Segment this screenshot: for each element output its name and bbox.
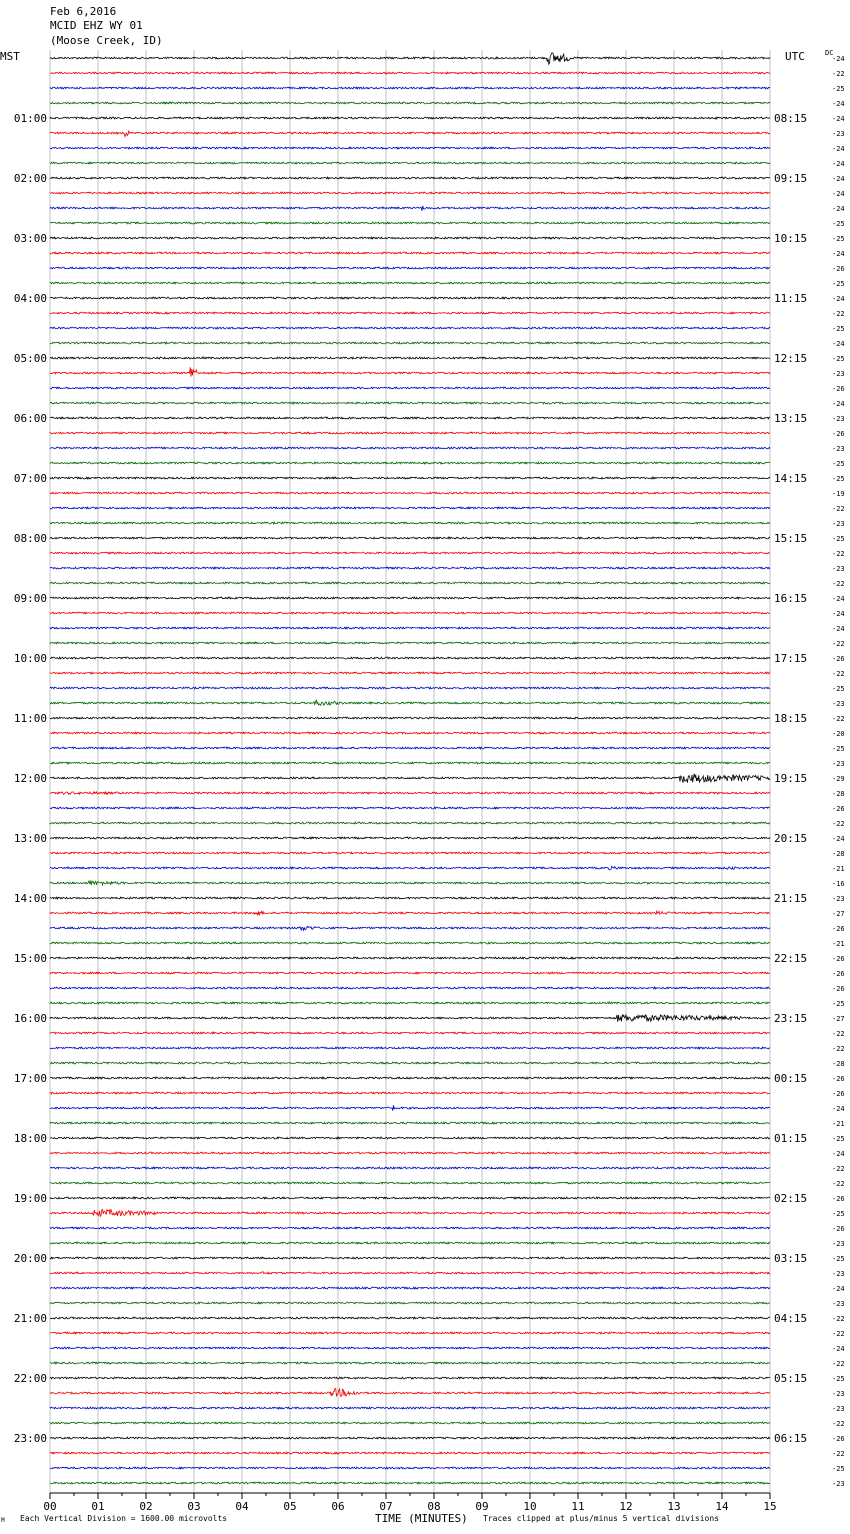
dc-offset-label: -24 bbox=[832, 250, 845, 258]
dc-offset-label: -26 bbox=[832, 970, 845, 978]
trace-row-12 bbox=[50, 237, 770, 239]
trace-row-40 bbox=[50, 657, 770, 659]
trace-row-44 bbox=[50, 717, 770, 719]
trace-row-36 bbox=[50, 597, 770, 599]
trace-row-51 bbox=[50, 822, 770, 824]
trace-row-0 bbox=[50, 53, 770, 64]
dc-offset-label: -24 bbox=[832, 205, 845, 213]
dc-offset-label: -26 bbox=[832, 265, 845, 273]
dc-offset-label: -24 bbox=[832, 1345, 845, 1353]
dc-offset-label: -27 bbox=[832, 1015, 845, 1023]
right-timezone-label: UTC bbox=[785, 50, 805, 63]
dc-offset-label: -28 bbox=[832, 790, 845, 798]
dc-offset-label: -28 bbox=[832, 850, 845, 858]
trace-row-55 bbox=[50, 881, 770, 885]
left-timezone-label: MST bbox=[0, 50, 20, 63]
trace-row-60 bbox=[50, 957, 770, 959]
dc-offset-label: -23 bbox=[832, 1390, 845, 1398]
trace-row-7 bbox=[50, 162, 770, 164]
trace-row-74 bbox=[50, 1167, 770, 1169]
dc-offset-label: -22 bbox=[832, 1180, 845, 1188]
right-hour-label: 18:15 bbox=[774, 712, 808, 725]
dc-offset-label: -25 bbox=[832, 355, 845, 363]
trace-row-45 bbox=[50, 732, 770, 734]
trace-row-85 bbox=[50, 1332, 770, 1334]
dc-offset-label: -25 bbox=[832, 685, 845, 693]
trace-row-3 bbox=[50, 102, 770, 104]
dc-offset-label: -21 bbox=[832, 865, 845, 873]
trace-row-10 bbox=[50, 206, 770, 211]
trace-row-15 bbox=[50, 282, 770, 284]
trace-row-57 bbox=[50, 911, 770, 915]
dc-offset-label: -26 bbox=[832, 430, 845, 438]
dc-offset-label: -22 bbox=[832, 640, 845, 648]
x-tick-label: 09 bbox=[475, 1500, 489, 1513]
trace-row-86 bbox=[50, 1347, 770, 1349]
left-hour-label: 05:00 bbox=[13, 352, 47, 365]
dc-offset-label: -23 bbox=[832, 130, 845, 138]
x-axis-label: TIME (MINUTES) bbox=[375, 1512, 468, 1525]
dc-offset-label: -24 bbox=[832, 625, 845, 633]
dc-offset-label: -23 bbox=[832, 1270, 845, 1278]
dc-offset-label: -25 bbox=[832, 235, 845, 243]
dc-offset-label: -25 bbox=[832, 1255, 845, 1263]
x-tick-label: 00 bbox=[43, 1500, 57, 1513]
left-hour-label: 14:00 bbox=[13, 892, 47, 905]
dc-offset-label: -26 bbox=[832, 925, 845, 933]
trace-row-76 bbox=[50, 1197, 770, 1199]
trace-row-19 bbox=[50, 342, 770, 344]
x-tick-label: 14 bbox=[715, 1500, 729, 1513]
x-tick-label: 10 bbox=[523, 1500, 537, 1513]
trace-row-41 bbox=[50, 672, 770, 674]
dc-offset-label: -24 bbox=[832, 340, 845, 348]
dc-offset-label: -22 bbox=[832, 580, 845, 588]
left-hour-label: 09:00 bbox=[13, 592, 47, 605]
x-tick-label: 13 bbox=[667, 1500, 681, 1513]
trace-row-6 bbox=[50, 147, 770, 149]
right-hour-label: 15:15 bbox=[774, 532, 808, 545]
trace-row-59 bbox=[50, 942, 770, 944]
trace-row-66 bbox=[50, 1047, 770, 1049]
left-hour-label: 06:00 bbox=[13, 412, 47, 425]
right-hour-label: 10:15 bbox=[774, 232, 808, 245]
dc-offset-label: -22 bbox=[832, 1360, 845, 1368]
dc-offset-label: -25 bbox=[832, 325, 845, 333]
trace-row-67 bbox=[50, 1062, 770, 1064]
right-hour-label: 03:15 bbox=[774, 1252, 808, 1265]
dc-offset-label: -25 bbox=[832, 1210, 845, 1218]
left-hour-label: 20:00 bbox=[13, 1252, 47, 1265]
trace-row-20 bbox=[50, 357, 770, 359]
dc-offset-label: -25 bbox=[832, 745, 845, 753]
dc-offset-label: -23 bbox=[832, 1480, 845, 1488]
trace-row-4 bbox=[50, 117, 770, 119]
trace-row-21 bbox=[50, 367, 770, 376]
trace-row-31 bbox=[50, 522, 770, 524]
dc-offset-label: -26 bbox=[832, 655, 845, 663]
trace-row-48 bbox=[50, 774, 770, 783]
left-hour-label: 04:00 bbox=[13, 292, 47, 305]
left-hour-label: 12:00 bbox=[13, 772, 47, 785]
dc-offset-label: -24 bbox=[832, 145, 845, 153]
trace-row-71 bbox=[50, 1122, 770, 1124]
trace-row-84 bbox=[50, 1317, 770, 1319]
trace-row-16 bbox=[50, 297, 770, 299]
dc-offset-label: -24 bbox=[832, 190, 845, 198]
trace-row-27 bbox=[50, 462, 770, 464]
dc-offset-label: -21 bbox=[832, 1120, 845, 1128]
trace-row-61 bbox=[50, 972, 770, 974]
right-hour-label: 08:15 bbox=[774, 112, 808, 125]
right-hour-label: 02:15 bbox=[774, 1192, 808, 1205]
x-tick-label: 02 bbox=[139, 1500, 153, 1513]
trace-row-33 bbox=[50, 552, 770, 554]
dc-offset-label: -22 bbox=[832, 1330, 845, 1338]
dc-offset-label: -25 bbox=[832, 475, 845, 483]
trace-row-63 bbox=[50, 1002, 770, 1004]
dc-offset-label: -22 bbox=[832, 715, 845, 723]
dc-offset-label: -23 bbox=[832, 520, 845, 528]
left-hour-label: 07:00 bbox=[13, 472, 47, 485]
corner-mark: M bbox=[1, 1517, 5, 1524]
dc-offset-label: -24 bbox=[832, 175, 845, 183]
trace-row-79 bbox=[50, 1242, 770, 1244]
dc-offset-label: -24 bbox=[832, 835, 845, 843]
dc-offset-label: -22 bbox=[832, 1315, 845, 1323]
trace-row-95 bbox=[50, 1482, 770, 1484]
x-tick-label: 08 bbox=[427, 1500, 441, 1513]
trace-row-72 bbox=[50, 1137, 770, 1139]
right-hour-label: 13:15 bbox=[774, 412, 808, 425]
dc-offset-label: -25 bbox=[832, 1000, 845, 1008]
trace-row-17 bbox=[50, 312, 770, 314]
dc-offset-label: -19 bbox=[832, 490, 845, 498]
dc-offset-label: -22 bbox=[832, 820, 845, 828]
dc-offset-label: -22 bbox=[832, 1045, 845, 1053]
trace-row-18 bbox=[50, 327, 770, 329]
dc-offset-label: -20 bbox=[832, 730, 845, 738]
dc-offset-label: -25 bbox=[832, 1375, 845, 1383]
dc-offset-label: -24 bbox=[832, 160, 845, 168]
trace-row-14 bbox=[50, 267, 770, 269]
dc-offset-label: -22 bbox=[832, 1165, 845, 1173]
trace-row-93 bbox=[50, 1452, 770, 1454]
left-hour-label: 16:00 bbox=[13, 1012, 47, 1025]
header-location: (Moose Creek, ID) bbox=[50, 34, 163, 47]
right-hour-label: 01:15 bbox=[774, 1132, 808, 1145]
left-hour-label: 15:00 bbox=[13, 952, 47, 965]
dc-offset-label: -24 bbox=[832, 1150, 845, 1158]
trace-row-58 bbox=[50, 926, 770, 930]
trace-row-38 bbox=[50, 627, 770, 629]
trace-row-83 bbox=[50, 1302, 770, 1304]
trace-row-37 bbox=[50, 612, 770, 614]
trace-row-75 bbox=[50, 1182, 770, 1184]
right-hour-label: 19:15 bbox=[774, 772, 808, 785]
left-hour-label: 22:00 bbox=[13, 1372, 47, 1385]
left-hour-label: 21:00 bbox=[13, 1312, 47, 1325]
left-hour-label: 17:00 bbox=[13, 1072, 47, 1085]
dc-offset-label: -23 bbox=[832, 1240, 845, 1248]
dc-offset-label: -22 bbox=[832, 310, 845, 318]
trace-row-88 bbox=[50, 1377, 770, 1379]
dc-offset-label: -23 bbox=[832, 1300, 845, 1308]
dc-offset-label: -22 bbox=[832, 70, 845, 78]
dc-offset-label: -23 bbox=[832, 565, 845, 573]
header-date: Feb 6,2016 bbox=[50, 5, 117, 18]
dc-offset-label: -26 bbox=[832, 985, 845, 993]
x-tick-label: 15 bbox=[763, 1500, 777, 1513]
trace-row-78 bbox=[50, 1227, 770, 1229]
x-tick-label: 06 bbox=[331, 1500, 345, 1513]
dc-offset-label: -23 bbox=[832, 700, 845, 708]
dc-offset-label: -23 bbox=[832, 895, 845, 903]
dc-offset-label: -16 bbox=[832, 880, 845, 888]
dc-offset-label: -25 bbox=[832, 1465, 845, 1473]
dc-offset-label: -25 bbox=[832, 535, 845, 543]
trace-row-53 bbox=[50, 852, 770, 854]
right-hour-label: 09:15 bbox=[774, 172, 808, 185]
dc-offset-label: -24 bbox=[832, 595, 845, 603]
trace-row-80 bbox=[50, 1257, 770, 1259]
right-hour-label: 06:15 bbox=[774, 1432, 808, 1445]
right-hour-label: 14:15 bbox=[774, 472, 808, 485]
x-tick-label: 07 bbox=[379, 1500, 393, 1513]
right-hour-label: 17:15 bbox=[774, 652, 808, 665]
dc-offset-label: -25 bbox=[832, 220, 845, 228]
x-tick-label: 03 bbox=[187, 1500, 201, 1513]
right-hour-label: 11:15 bbox=[774, 292, 808, 305]
trace-row-89 bbox=[50, 1389, 770, 1397]
left-hour-label: 03:00 bbox=[13, 232, 47, 245]
trace-row-62 bbox=[50, 987, 770, 989]
x-tick-label: 12 bbox=[619, 1500, 633, 1513]
trace-row-25 bbox=[50, 432, 770, 434]
dc-offset-label: -23 bbox=[832, 760, 845, 768]
trace-row-2 bbox=[50, 87, 770, 89]
right-hour-label: 23:15 bbox=[774, 1012, 808, 1025]
trace-row-11 bbox=[50, 222, 770, 224]
trace-row-47 bbox=[50, 762, 770, 764]
trace-row-49 bbox=[50, 792, 770, 795]
trace-row-23 bbox=[50, 402, 770, 404]
trace-row-77 bbox=[50, 1210, 770, 1217]
trace-row-69 bbox=[50, 1092, 770, 1094]
dc-offset-label: -23 bbox=[832, 1405, 845, 1413]
trace-row-39 bbox=[50, 642, 770, 644]
trace-row-1 bbox=[50, 72, 770, 74]
trace-row-70 bbox=[50, 1105, 770, 1110]
dc-offset-label: -23 bbox=[832, 370, 845, 378]
trace-row-43 bbox=[50, 700, 770, 705]
right-hour-label: 16:15 bbox=[774, 592, 808, 605]
dc-offset-label: -22 bbox=[832, 1420, 845, 1428]
dc-offset-label: -26 bbox=[832, 1435, 845, 1443]
dc-offset-label: -24 bbox=[832, 55, 845, 63]
trace-row-30 bbox=[50, 507, 770, 509]
dc-offset-label: -23 bbox=[832, 445, 845, 453]
header-station: MCID EHZ WY 01 bbox=[50, 19, 143, 32]
trace-row-54 bbox=[50, 866, 770, 870]
trace-row-34 bbox=[50, 567, 770, 569]
trace-row-82 bbox=[50, 1287, 770, 1289]
left-hour-label: 11:00 bbox=[13, 712, 47, 725]
left-hour-label: 23:00 bbox=[13, 1432, 47, 1445]
dc-offset-label: -26 bbox=[832, 1075, 845, 1083]
trace-row-28 bbox=[50, 477, 770, 479]
dc-offset-label: -29 bbox=[832, 775, 845, 783]
right-hour-label: 12:15 bbox=[774, 352, 808, 365]
trace-row-9 bbox=[50, 192, 770, 194]
x-tick-label: 11 bbox=[571, 1500, 585, 1513]
trace-row-90 bbox=[50, 1407, 770, 1409]
right-hour-label: 21:15 bbox=[774, 892, 808, 905]
left-hour-label: 18:00 bbox=[13, 1132, 47, 1145]
dc-offset-label: -25 bbox=[832, 1135, 845, 1143]
trace-row-5 bbox=[50, 131, 770, 137]
trace-row-87 bbox=[50, 1362, 770, 1364]
left-hour-label: 10:00 bbox=[13, 652, 47, 665]
dc-offset-label: -25 bbox=[832, 460, 845, 468]
trace-row-46 bbox=[50, 747, 770, 749]
trace-row-50 bbox=[50, 807, 770, 809]
right-hour-label: 05:15 bbox=[774, 1372, 808, 1385]
dc-offset-label: -26 bbox=[832, 385, 845, 393]
left-hour-label: 13:00 bbox=[13, 832, 47, 845]
left-hour-label: 08:00 bbox=[13, 532, 47, 545]
dc-offset-label: -22 bbox=[832, 1450, 845, 1458]
trace-row-56 bbox=[50, 897, 770, 899]
dc-offset-label: -26 bbox=[832, 1195, 845, 1203]
dc-offset-label: -26 bbox=[832, 1090, 845, 1098]
dc-offset-label: -22 bbox=[832, 550, 845, 558]
trace-row-42 bbox=[50, 687, 770, 689]
trace-row-64 bbox=[50, 1015, 770, 1022]
right-hour-label: 20:15 bbox=[774, 832, 808, 845]
left-hour-label: 19:00 bbox=[13, 1192, 47, 1205]
trace-row-22 bbox=[50, 387, 770, 389]
trace-row-91 bbox=[50, 1422, 770, 1424]
dc-offset-label: -24 bbox=[832, 1105, 845, 1113]
dc-offset-label: -24 bbox=[832, 610, 845, 618]
dc-offset-label: -26 bbox=[832, 955, 845, 963]
trace-row-92 bbox=[50, 1437, 770, 1439]
trace-row-52 bbox=[50, 837, 770, 839]
dc-offset-label: -23 bbox=[832, 415, 845, 423]
dc-offset-label: -28 bbox=[832, 1060, 845, 1068]
x-tick-label: 01 bbox=[91, 1500, 105, 1513]
dc-offset-label: -25 bbox=[832, 85, 845, 93]
right-hour-label: 00:15 bbox=[774, 1072, 808, 1085]
dc-offset-label: -24 bbox=[832, 1285, 845, 1293]
trace-row-73 bbox=[50, 1152, 770, 1154]
dc-offset-label: -26 bbox=[832, 1225, 845, 1233]
scale-note: Each Vertical Division = 1600.00 microvolts bbox=[20, 1514, 228, 1523]
trace-row-81 bbox=[50, 1272, 770, 1274]
dc-label: DC bbox=[825, 49, 834, 57]
trace-row-68 bbox=[50, 1077, 770, 1079]
trace-row-13 bbox=[50, 252, 770, 254]
dc-offset-label: -22 bbox=[832, 670, 845, 678]
dc-offset-label: -22 bbox=[832, 505, 845, 513]
clip-note: Traces clipped at plus/minus 5 vertical divisions bbox=[483, 1514, 720, 1523]
trace-row-29 bbox=[50, 492, 770, 494]
x-tick-label: 04 bbox=[235, 1500, 249, 1513]
dc-offset-label: -24 bbox=[832, 100, 845, 108]
dc-offset-label: -25 bbox=[832, 280, 845, 288]
trace-row-8 bbox=[50, 177, 770, 179]
right-hour-label: 22:15 bbox=[774, 952, 808, 965]
trace-row-32 bbox=[50, 537, 770, 539]
x-tick-label: 05 bbox=[283, 1500, 297, 1513]
trace-row-26 bbox=[50, 447, 770, 449]
left-hour-label: 01:00 bbox=[13, 112, 47, 125]
trace-row-35 bbox=[50, 582, 770, 584]
dc-offset-label: -26 bbox=[832, 805, 845, 813]
dc-offset-label: -22 bbox=[832, 1030, 845, 1038]
trace-row-24 bbox=[50, 417, 770, 419]
dc-offset-label: -24 bbox=[832, 115, 845, 123]
dc-offset-label: -21 bbox=[832, 940, 845, 948]
right-hour-label: 04:15 bbox=[774, 1312, 808, 1325]
left-hour-label: 02:00 bbox=[13, 172, 47, 185]
trace-row-94 bbox=[50, 1467, 770, 1469]
dc-offset-label: -24 bbox=[832, 400, 845, 408]
dc-offset-label: -24 bbox=[832, 295, 845, 303]
dc-offset-label: -27 bbox=[832, 910, 845, 918]
trace-row-65 bbox=[50, 1032, 770, 1034]
